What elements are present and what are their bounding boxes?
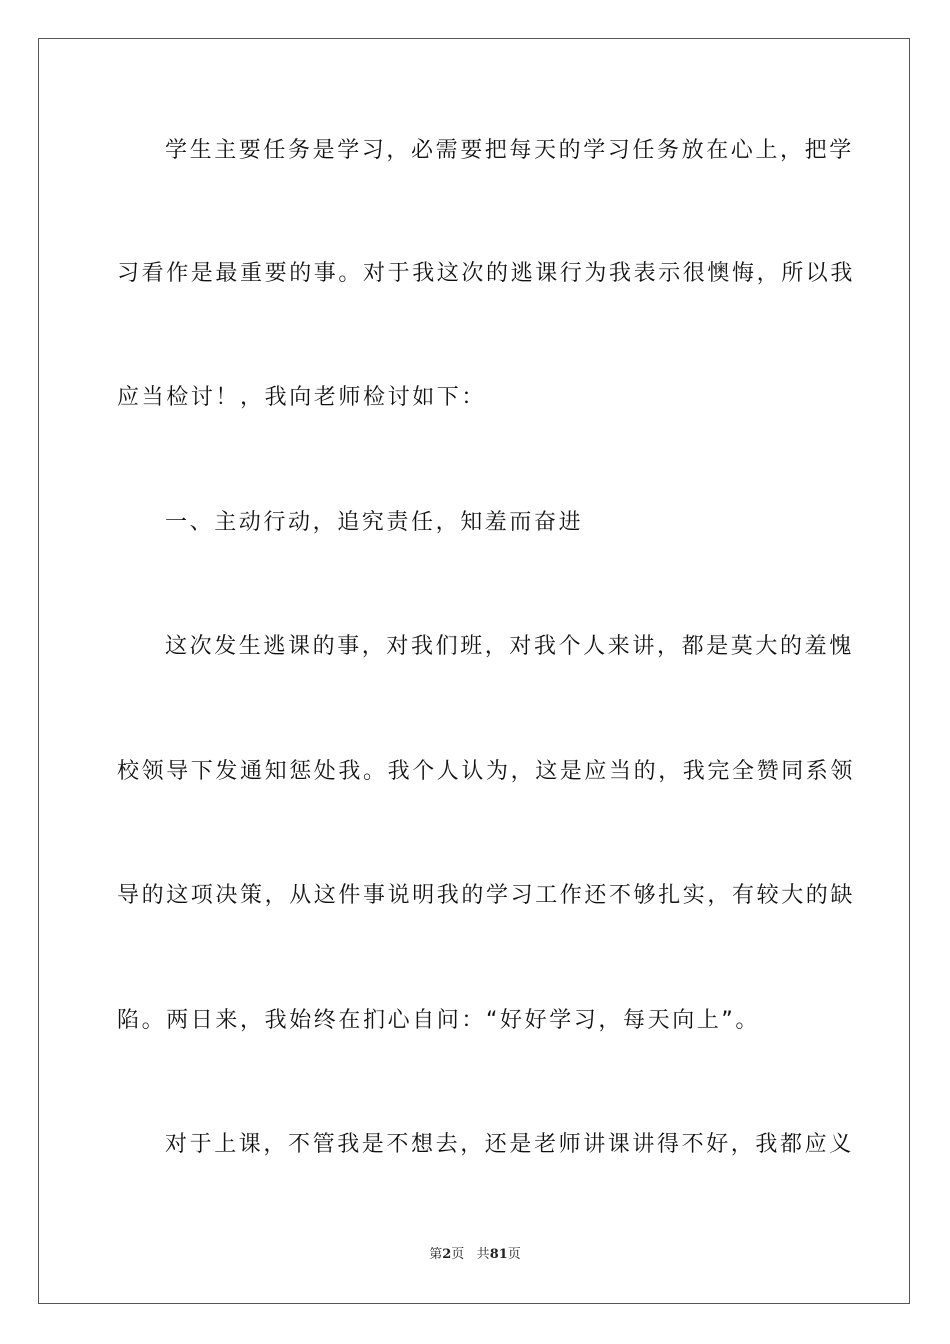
paragraph-line: 对于上课，不管我是不想去，还是老师讲课讲得不好，我都应义 (165, 1132, 854, 1157)
paragraph-line: 习看作是最重要的事。对于我这次的逃课行为我表示很懊悔，所以我 (117, 261, 856, 286)
paragraph-line: 学生主要任务是学习，必需要把每天的学习任务放在心上，把学 (165, 138, 854, 163)
total-pages: 81 (489, 1247, 508, 1262)
paragraph-line: 这次发生逃课的事，对我们班，对我个人来讲，都是莫大的羞愧 (165, 634, 854, 659)
page-number: 2 (442, 1247, 452, 1262)
page-footer (0, 1245, 950, 1265)
page-prefix: 第 (429, 1247, 443, 1262)
section-heading: 一、主动行动，追究责任，知羞而奋进 (165, 510, 584, 535)
page-border (38, 38, 910, 1304)
paragraph-line: 校领导下发通知惩处我。我个人认为，这是应当的，我完全赞同系领 (117, 759, 856, 784)
paragraph-line: 应当检讨！，我向老师检讨如下： (117, 385, 487, 410)
paragraph-line: 陷。两日来，我始终在扪心自问：“好好学习，每天向上”。 (117, 1008, 760, 1033)
paragraph-line: 导的这项决策，从这件事说明我的学习工作还不够扎实，有较大的缺 (117, 883, 856, 908)
page-suffix: 页 (451, 1247, 465, 1262)
total-prefix: 共 (476, 1247, 490, 1262)
total-suffix: 页 (507, 1247, 521, 1262)
